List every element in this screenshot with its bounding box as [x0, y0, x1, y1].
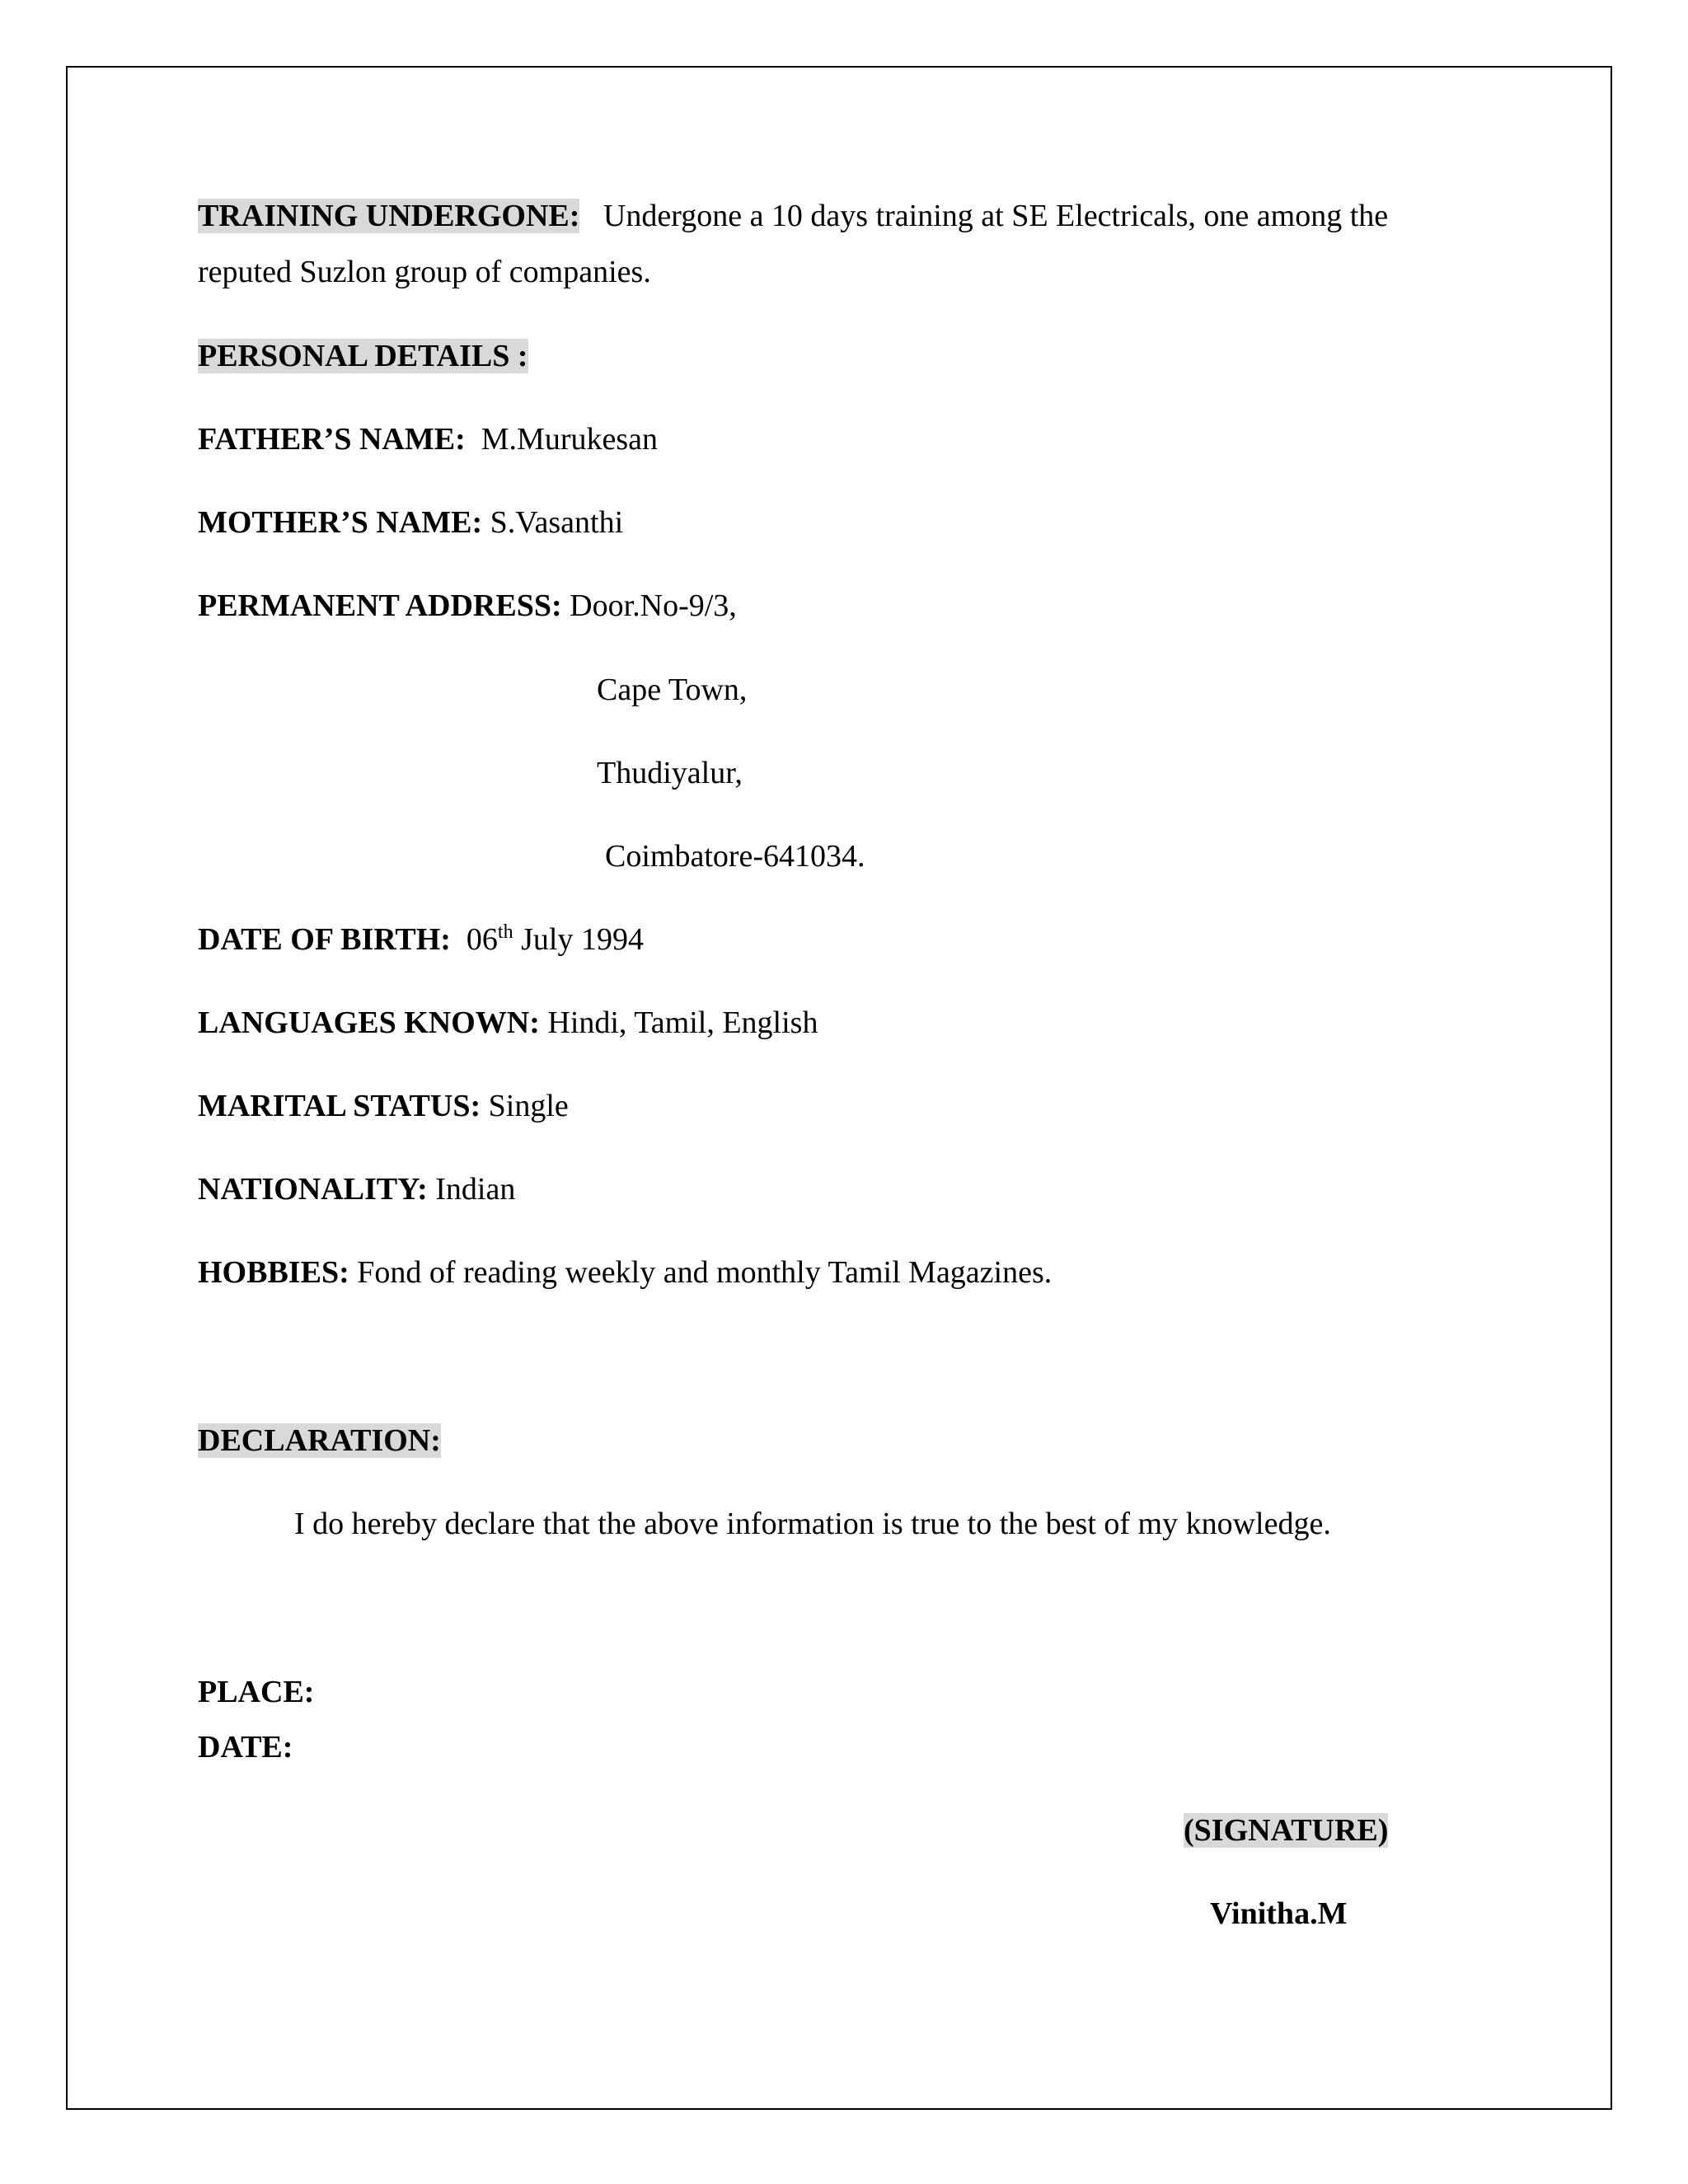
signature-name: Vinitha.M: [1210, 1896, 1348, 1931]
address-line-3: Thudiyalur,: [597, 756, 743, 790]
address-row: [198, 586, 737, 626]
dob-suffix: th: [497, 921, 513, 943]
signature-row: [1184, 1811, 1388, 1850]
dob-day: 06: [466, 922, 498, 957]
address-label: PERMANENT ADDRESS:: [198, 588, 562, 623]
nationality-label: NATIONALITY:: [198, 1172, 428, 1207]
dob-row: [198, 920, 644, 959]
place-label: PLACE:: [198, 1675, 315, 1709]
hobbies-row: [198, 1253, 1052, 1292]
training-label: TRAINING UNDERGONE:: [198, 199, 580, 233]
father-name-value: M.Murukesan: [481, 422, 659, 457]
declaration-heading: [198, 1421, 441, 1460]
nationality-row: [198, 1169, 515, 1209]
languages-value: Hindi, Tamil, English: [547, 1005, 818, 1040]
training-line-1: [198, 196, 1388, 236]
training-line-2: reputed Suzlon group of companies.: [198, 255, 651, 289]
mother-name-label: MOTHER’S NAME:: [198, 505, 483, 540]
declaration-text: I do hereby declare that the above information is true to the best of my knowledge.: [294, 1507, 1331, 1541]
training-text: Undergone a 10 days training at SE Electricals, one among the: [603, 199, 1389, 233]
date-label: DATE:: [198, 1730, 293, 1765]
address-line-1: Door.No-9/3,: [570, 588, 737, 623]
nationality-value: Indian: [435, 1172, 516, 1207]
hobbies-value: Fond of reading weekly and monthly Tamil Magazines.: [357, 1255, 1053, 1290]
languages-label: LANGUAGES KNOWN:: [198, 1005, 540, 1040]
personal-details-heading: [198, 336, 528, 376]
mother-name-value: S.Vasanthi: [490, 505, 624, 540]
mother-name-row: [198, 503, 623, 542]
father-name-row: [198, 419, 658, 459]
marital-label: MARITAL STATUS:: [198, 1089, 481, 1123]
declaration-label: DECLARATION:: [198, 1423, 441, 1458]
dob-rest: July 1994: [521, 922, 644, 957]
hobbies-label: HOBBIES:: [198, 1255, 349, 1290]
address-line-4: Coimbatore-641034.: [605, 839, 865, 874]
dob-label: DATE OF BIRTH:: [198, 922, 451, 957]
marital-value: Single: [488, 1089, 569, 1123]
address-line-2: Cape Town,: [597, 673, 748, 707]
languages-row: [198, 1003, 818, 1043]
signature-label: (SIGNATURE): [1184, 1813, 1389, 1848]
personal-details-label: PERSONAL DETAILS :: [198, 339, 528, 373]
marital-row: [198, 1086, 569, 1126]
father-name-label: FATHER’S NAME:: [198, 422, 466, 457]
